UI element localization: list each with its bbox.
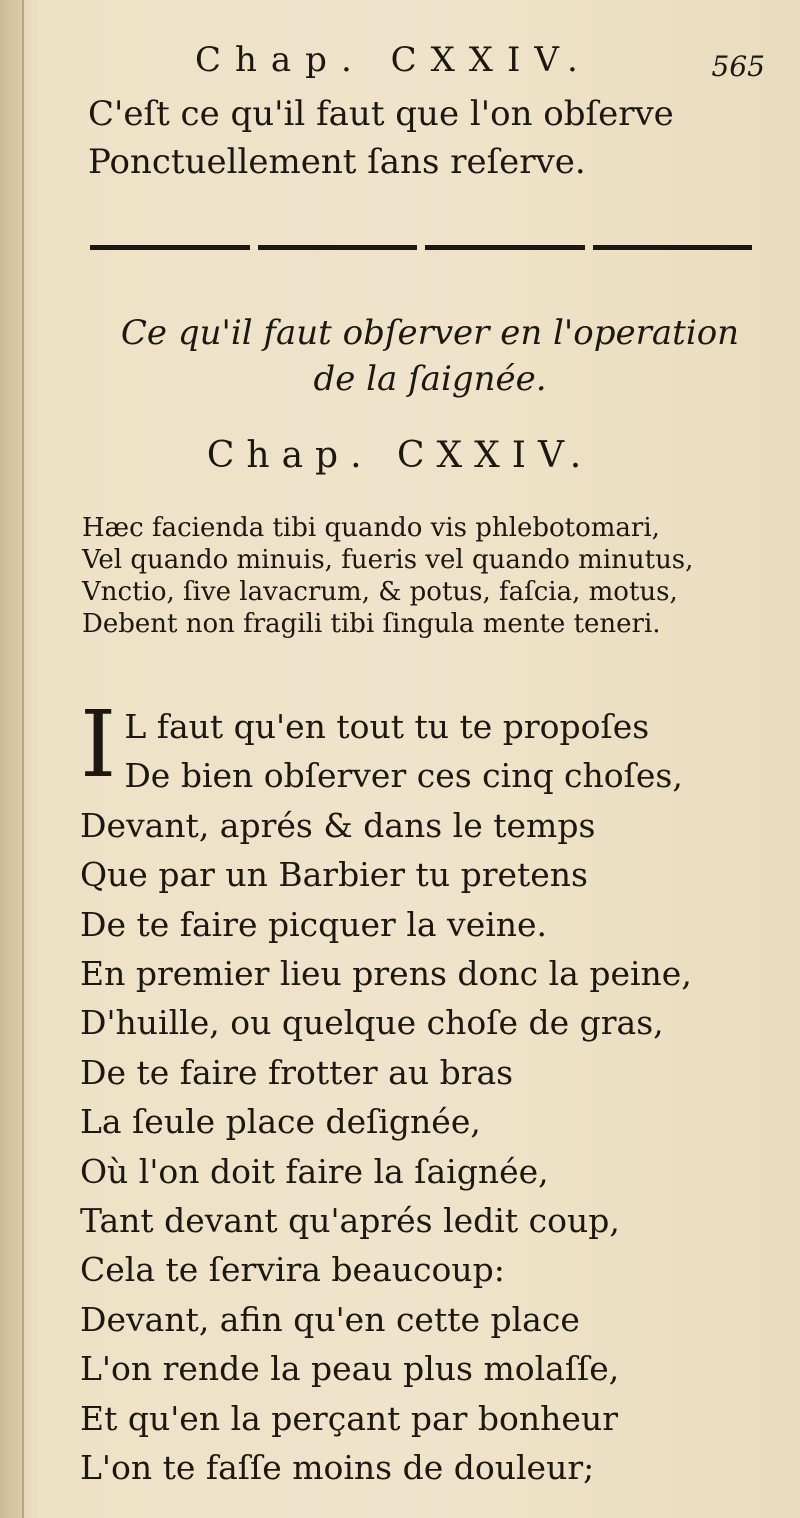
verse-line: L'on te faſſe moins de douleur;: [80, 1448, 595, 1488]
main-verse: [80, 702, 770, 1493]
drop-cap: I: [80, 702, 117, 798]
verse-line: Cela te ſervira beaucoup:: [80, 1250, 505, 1290]
verse-line: Devant, afin qu'en cette place: [80, 1299, 580, 1339]
top-verse: [88, 90, 768, 186]
verse-line: De bien obſerver ces cinq choſes,: [124, 756, 683, 796]
verse-line: Devant, aprés & dans le temps: [80, 805, 596, 845]
verse-line: L'on rende la peau plus molaſſe,: [80, 1349, 620, 1389]
latin-line: Debent non fragili tibi ſingula mente teneri.: [82, 609, 661, 639]
section-divider: [90, 243, 752, 251]
page-number: 565: [711, 50, 765, 83]
verse-line: Que par un Barbier tu pretens: [80, 855, 588, 895]
section-title-line: Ce qu'il faut obſerver en l'operation: [120, 313, 740, 353]
verse-line: La ſeule place deſignée,: [80, 1102, 481, 1142]
verse-line: De te faire picquer la veine.: [80, 904, 548, 944]
verse-line: De te faire frotter au bras: [80, 1052, 514, 1092]
verse-line: D'huille, ou quelque choſe de gras,: [80, 1003, 664, 1043]
verse-line: Où l'on doit faire la ſaignée,: [80, 1151, 549, 1191]
latin-verse: [82, 512, 772, 640]
latin-line: Vnctio, ſive lavacrum, & potus, faſcia, motus,: [82, 577, 678, 607]
section-title: [110, 310, 750, 402]
verse-line: En premier lieu prens donc la peine,: [80, 954, 692, 994]
opening-lines: [80, 702, 770, 801]
chapter-heading: Chap. CXXIV.: [206, 435, 594, 476]
verse-line: Et qu'en la perçant par bonheur: [80, 1398, 618, 1438]
binding-gutter: [0, 0, 24, 1518]
verse-line: C'eſt ce qu'il faut que l'on obſerve: [88, 94, 674, 134]
verse-line: L faut qu'en tout tu te propoſes: [124, 707, 650, 746]
verse-line: Tant devant qu'aprés ledit coup,: [80, 1201, 620, 1241]
running-head: [195, 40, 775, 90]
verse-line: Ponctuellement ſans reſerve.: [88, 142, 586, 182]
latin-line: Vel quando minuis, fueris vel quando minutus,: [82, 545, 694, 575]
latin-line: Hæc facienda tibi quando vis phlebotomari,: [82, 513, 660, 543]
section-title-line: de la ſaignée.: [313, 359, 547, 399]
running-head-chapter: Chap. CXXIV.: [195, 40, 592, 80]
